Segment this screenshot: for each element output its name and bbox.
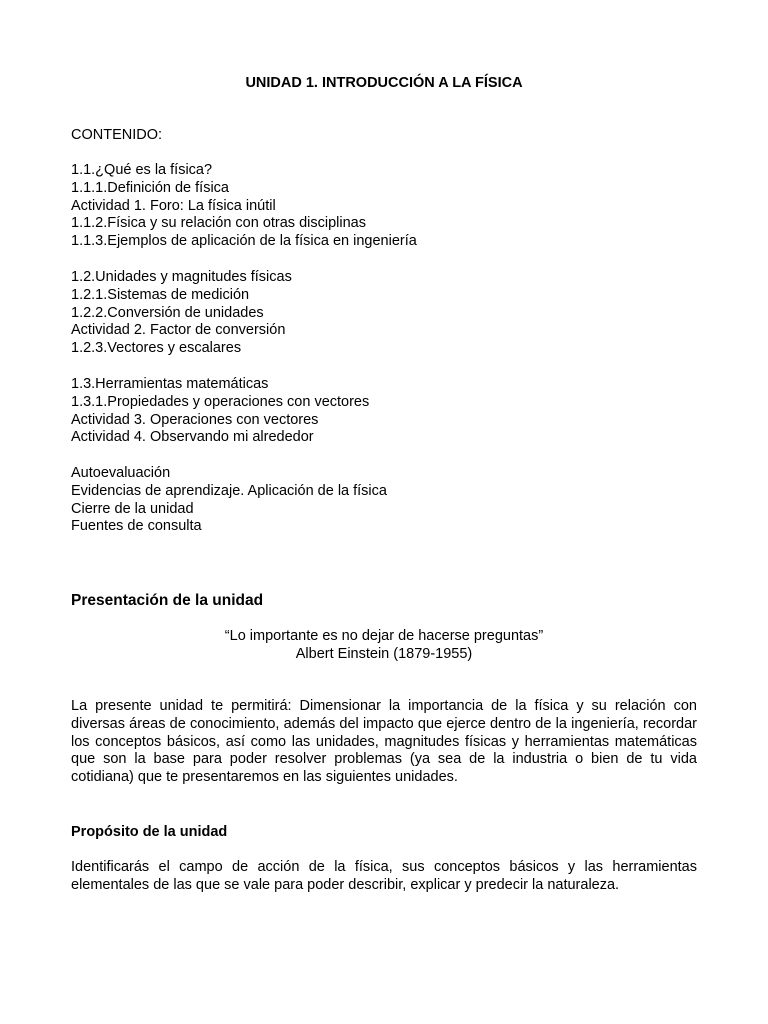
contents-label: CONTENIDO: — [71, 127, 163, 143]
epigraph — [0, 627, 768, 663]
contents-item: Actividad 2. Factor de conversión — [71, 322, 286, 339]
purpose-paragraph: Identificarás el campo de acción de la física, sus conceptos básicos y las herramientas elementales de las que se vale para poder describir, explicar y predecir la naturaleza. — [71, 859, 697, 893]
contents-item: 1.3.Herramientas matemáticas — [71, 376, 269, 392]
contents-item: 1.1.¿Qué es la física? — [71, 162, 213, 178]
contents-item: 1.1.3.Ejemplos de aplicación de la física en ingeniería — [71, 233, 417, 250]
contents-item: 1.3.1.Propiedades y operaciones con vectores — [71, 393, 370, 410]
contents-item: Actividad 4. Observando mi alrededor — [71, 429, 314, 446]
contents-item: Actividad 3. Operaciones con vectores — [71, 411, 319, 428]
epigraph-author: Albert Einstein (1879-1955) — [295, 646, 473, 662]
contents-item: 1.1.2.Física y su relación con otras disciplinas — [71, 215, 366, 232]
contents-group-1 — [71, 162, 417, 251]
contents-group-2 — [71, 269, 292, 358]
contents-item: 1.2.1.Sistemas de medición — [71, 286, 250, 303]
contents-item: Fuentes de consulta — [71, 518, 202, 535]
epigraph-quote: “Lo importante es no dejar de hacerse preguntas” — [224, 628, 544, 644]
document-title: UNIDAD 1. INTRODUCCIÓN A LA FÍSICA — [245, 75, 523, 91]
contents-group-3 — [71, 376, 369, 447]
presentation-heading: Presentación de la unidad — [71, 592, 264, 609]
contents-item: Evidencias de aprendizaje. Aplicación de la física — [71, 482, 387, 499]
contents-item: 1.2.3.Vectores y escalares — [71, 340, 242, 357]
contents-item: 1.2.2.Conversión de unidades — [71, 304, 264, 321]
purpose-heading: Propósito de la unidad — [71, 824, 228, 840]
contents-item: Autoevaluación — [71, 465, 171, 481]
contents-group-4 — [71, 465, 387, 536]
contents-item: 1.1.1.Definición de física — [71, 179, 229, 196]
contents-item: Actividad 1. Foro: La física inútil — [71, 197, 276, 214]
presentation-paragraph: La presente unidad te permitirá: Dimensionar la importancia de la física y su relación con diversas áreas de conocimiento, además del impacto que ejerce dentro de la ingeniería, recordar los conceptos básicos, así como las unidades, magnitudes físicas y herramientas matemáticas que son la base para poder resolver problemas (ya sea de la industria o bien de tu vida cotidiana) que te presentaremos en las siguientes unidades. — [71, 698, 697, 786]
contents-item: 1.2.Unidades y magnitudes físicas — [71, 269, 292, 285]
contents-item: Cierre de la unidad — [71, 500, 194, 517]
